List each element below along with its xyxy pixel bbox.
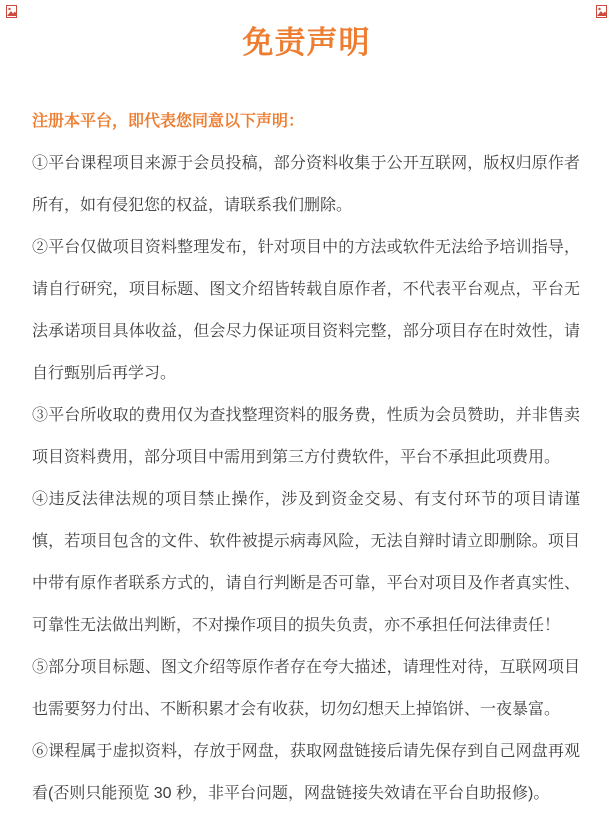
disclaimer-item-4: ④违反法律法规的项目禁止操作，涉及到资金交易、有支付环节的项目请谨慎，若项目包含的文件、软件被提示病毒风险，无法自辩时请立即删除。项目中带有原作者联系方式的，请自行判断是否可靠，平台对项目及作者真实性、可靠性无法做出判断，不对操作项目的损失负责，亦不承担任何法律责任！ <box>32 491 580 635</box>
disclaimer-item-2: ②平台仅做项目资料整理发布，针对项目中的方法或软件无法给予培训指导，请自行研究，项目标题、图文介绍皆转载自原作者，不代表平台观点，平台无法承诺项目具体收益，但会尽力保证项目资料完整，部分项目存在时效性，请自行甄别后再学习。 <box>32 239 580 383</box>
disclaimer-content <box>0 101 613 815</box>
page-title: 免责声明 <box>242 25 371 60</box>
disclaimer-item-5: ⑤部分项目标题、图文介绍等原作者存在夸大描述，请理性对待，互联网项目也需要努力付出、不断积累才会有收获，切勿幻想天上掉馅饼、一夜暴富。 <box>32 659 580 719</box>
disclaimer-item-3: ③平台所收取的费用仅为查找整理资料的服务费，性质为会员赞助，并非售卖项目资料费用，部分项目中需用到第三方付费软件，平台不承担此项费用。 <box>32 407 580 467</box>
intro-statement: 注册本平台，即代表您同意以下声明： <box>32 113 305 131</box>
broken-image-icon <box>6 5 17 18</box>
disclaimer-item-6: ⑥课程属于虚拟资料，存放于网盘，获取网盘链接后请先保存到自己网盘再观看(否则只能预览 30 秒，非平台问题，网盘链接失效请在平台自助报修)。 <box>32 743 580 803</box>
broken-image-icon <box>596 5 607 18</box>
disclaimer-item-1: ①平台课程项目来源于会员投稿，部分资料收集于公开互联网，版权归原作者所有，如有侵犯您的权益，请联系我们删除。 <box>32 155 580 215</box>
